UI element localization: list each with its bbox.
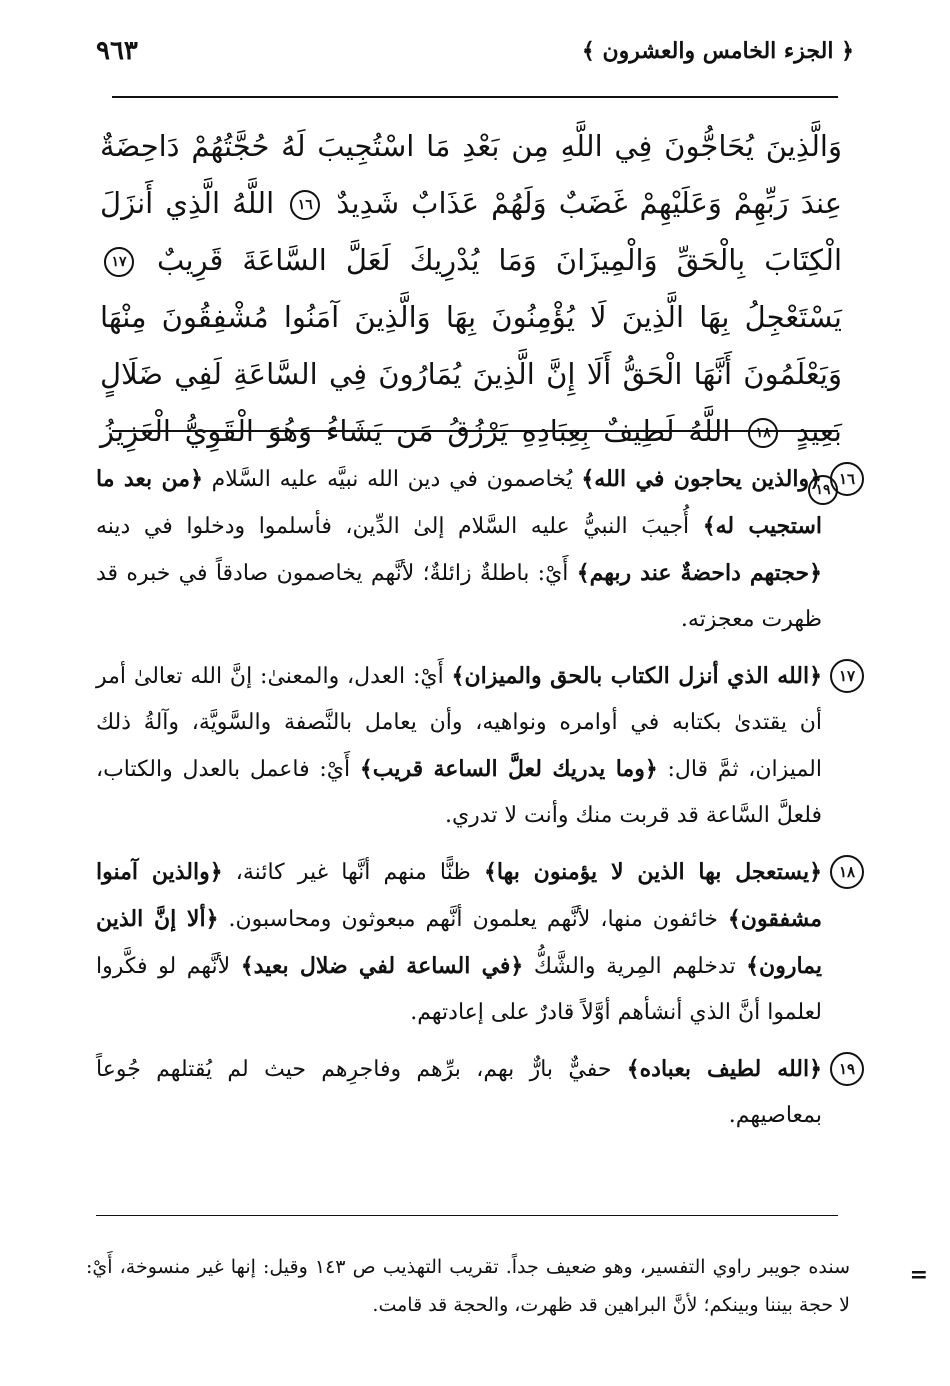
commentary-text xyxy=(96,1046,822,1139)
quoted-verse: ﴿وما يدريك لعلَّ الساعة قريب﴾ xyxy=(359,756,658,782)
quoted-verse: ﴿حجتهم داحضةٌ عند ربهم﴾ xyxy=(576,560,822,586)
footnote-continuation-mark: = xyxy=(909,1262,928,1288)
explanation-text: ظنًّا منهم أنَّها غير كائنة، xyxy=(222,860,484,885)
ayah-number-mark: ١٩ xyxy=(808,475,838,505)
commentary-text xyxy=(96,849,822,1036)
chapter-title-text: الجزء الخامس والعشرون xyxy=(602,38,834,64)
quoted-verse: ﴿والذين يحاجون في الله﴾ xyxy=(581,466,822,492)
ayah-number-mark: ١٦ xyxy=(290,190,320,220)
explanation-text: خائفون منها، لأنَّهم يعلمون أنَّهم مبعوثون ومحاسبون. xyxy=(218,907,728,932)
verse-text: يَسْتَعْجِلُ بِهَا الَّذِينَ لَا يُؤْمِنُونَ بِهَا وَالَّذِينَ آمَنُوا مُشْفِقُونَ مِنْهَا وَيَعْلَمُونَ أَنَّهَا الْحَقُّ أَلَا إِنَّ الَّذِينَ يُمَارُونَ فِي السَّاعَةِ لَفِي ضَلَالٍ بَعِيدٍ xyxy=(100,300,843,448)
verse-number-badge: ١٦ xyxy=(830,462,864,496)
commentary-entry xyxy=(96,653,864,839)
ayah-number-mark: ١٧ xyxy=(104,247,134,277)
explanation-text: أَيْ: العدل، والمعنىٰ: إنَّ الله تعالىٰ أمر أن يقتدىٰ بكتابه في أوامره ونواهيه، وأن يعامل بالنَّصفة والسَّويَّة، وآلةُ ذلك الميزان، ثمَّ قال: xyxy=(96,664,822,782)
explanation-text: أَيْ: باطلةٌ زائلةٌ؛ لأنَّهم يخاصمون صادقاً في خبره قد ظهرت معجزته. xyxy=(96,561,822,632)
footnote-rule xyxy=(96,1215,838,1216)
explanation-text: أُجيبَ النبيُّ عليه السَّلام إلىٰ الدِّين، فأسلموا ودخلوا في دينه xyxy=(96,514,703,539)
title-brace-open: ﴿ xyxy=(841,38,854,64)
quoted-verse: ﴿من بعد ما استجيب له﴾ xyxy=(96,466,822,539)
verse-number-badge: ١٩ xyxy=(830,1052,864,1086)
ayah-number-mark: ١٨ xyxy=(748,418,778,448)
explanation-text: لأنَّهم لو فكَّروا لعلموا أنَّ الذي أنشأهم أوَّلاً قادرٌ على إعادتهم. xyxy=(96,954,822,1025)
quoted-verse: ﴿الله لطيف بعباده﴾ xyxy=(626,1056,822,1082)
explanation-text: أَيْ: فاعمل بالعدل والكتاب، فلعلَّ السَّاعة قد قربت منك وأنت لا تدري. xyxy=(96,757,822,828)
explanation-text: حفيٌّ بارٌّ بهم، برِّهم وفاجرِهم حيث لم يُقتلهم جُوعاً بمعاصيهم. xyxy=(96,1057,822,1128)
verse-number-badge: ١٧ xyxy=(830,659,864,693)
verses-rule xyxy=(112,430,838,432)
header-rule xyxy=(112,96,838,98)
commentary-text xyxy=(96,456,822,643)
verse-text: اللَّهُ الَّذِي أَنزَلَ الْكِتَابَ بِالْحَقِّ وَالْمِيزَانَ وَمَا يُدْرِيكَ لَعَلَّ السَّاعَةَ قَرِيبٌ xyxy=(100,186,843,277)
quoted-verse: ﴿يستعجل بها الذين لا يؤمنون بها﴾ xyxy=(483,859,822,885)
verse-text: وَالَّذِينَ يُحَاجُّونَ فِي اللَّهِ مِن بَعْدِ مَا اسْتُجِيبَ لَهُ حُجَّتُهُمْ دَاحِضَةٌ عِندَ رَبِّهِمْ وَعَلَيْهِمْ غَضَبٌ وَلَهُمْ عَذَابٌ شَدِيدٌ xyxy=(100,129,843,220)
commentary-entry xyxy=(96,849,864,1036)
quoted-verse: ﴿ألا إنَّ الذين يمارون﴾ xyxy=(96,906,822,979)
verse-number-badge: ١٨ xyxy=(830,855,864,889)
commentary-entry xyxy=(96,456,864,643)
running-head xyxy=(96,26,854,76)
commentary-text xyxy=(96,653,822,839)
footnote: سنده جويبر راوي التفسير، وهو ضعيف جداً. تقريب التهذيب ص ١٤٣ وقيل: إنها غير منسوخة، أَيْ: لا حجة بيننا وبينكم؛ لأنَّ البراهين قد ظهرت، والحجة قد قامت. xyxy=(86,1256,850,1316)
chapter-title xyxy=(582,38,854,64)
explanation-text: تدخلهم المِرية والشَّكُّ xyxy=(523,954,747,979)
verse-text: اللَّهُ لَطِيفٌ بِعِبَادِهِ يَرْزُقُ مَن يَشَاءُ وَهُوَ الْقَوِيُّ الْعَزِيزُ xyxy=(100,414,731,448)
page-number: ٩٦٣ xyxy=(96,36,138,66)
quoted-verse: ﴿في الساعة لفي ضلال بعيد﴾ xyxy=(240,953,524,979)
quoted-verse: ﴿والذين آمنوا مشفقون﴾ xyxy=(96,859,822,932)
commentary xyxy=(96,456,864,1149)
explanation-text: يُخاصمون في دين الله نبيَّه عليه السَّلام xyxy=(202,467,582,492)
quoted-verse: ﴿الله الذي أنزل الكتاب بالحق والميزان﴾ xyxy=(451,663,823,689)
title-brace-close: ﴾ xyxy=(581,38,595,64)
commentary-entry xyxy=(96,1046,864,1139)
